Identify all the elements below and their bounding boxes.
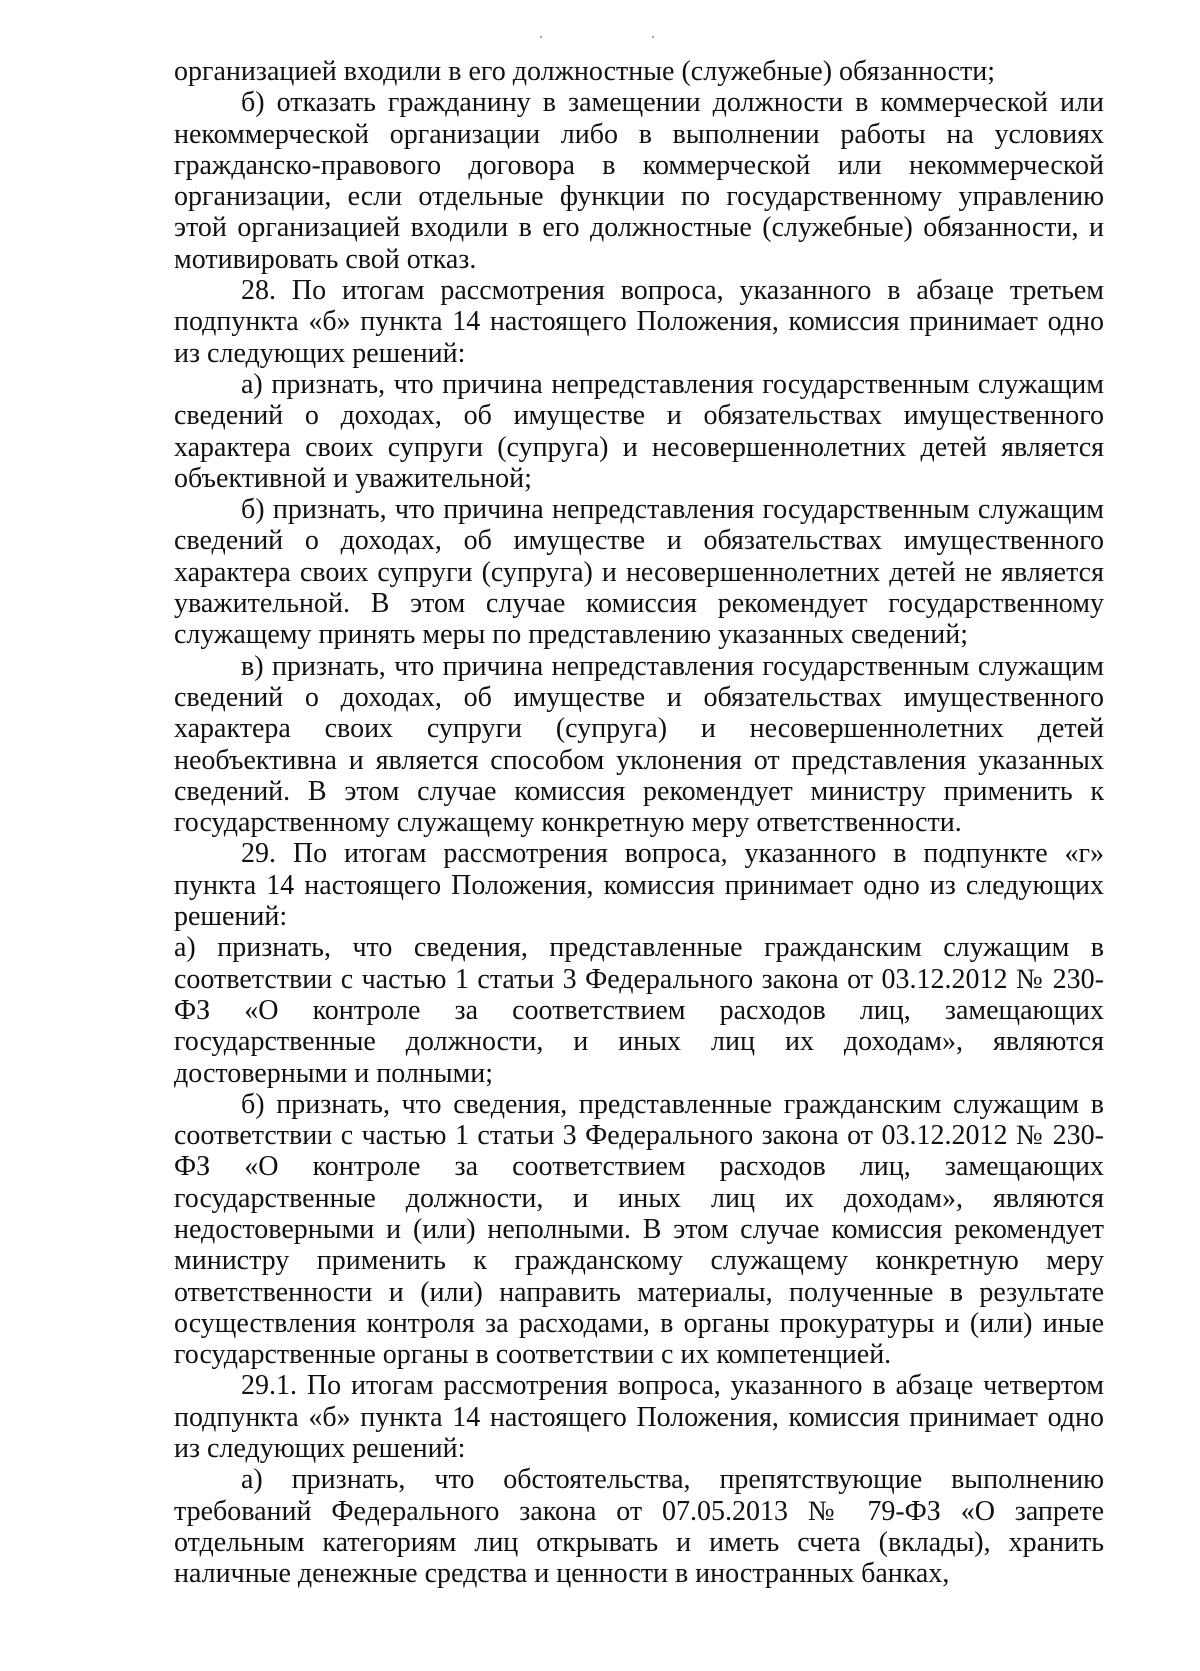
paragraph-28v: в) признать, что причина непредставления государственным служащим сведений о доходах, об имуществе и обязательствах имущественного характера своих супруги (супруга) и несовершеннолетних детей необъективна и является способом уклонения от представления указанных сведений. В этом случае комиссия рекомендует министру применить к государственному служащему конкретную меру ответственности. [174,650,1104,839]
paragraph-28b: б) признать, что причина непредставления государственным служащим сведений о доходах, об имуществе и обязательствах имущественного характера своих супруги (супруга) и несовершеннолетних детей не является уважительной. В этом случае комиссия рекомендует государственному служащему принять меры по представлению указанных сведений; [174,494,1104,651]
paragraph-29a: а) признать, что сведения, представленные гражданским служащим в соответствии с частью 1 статьи 3 Федерального закона от 03.12.2012 № 230-ФЗ «О контроле за соответствием расходов лиц, замещающих государственные должности, и иных лиц их доходам», являются достоверными и полными; [174,932,1104,1089]
paragraph-28: 28. По итогам рассмотрения вопроса, указанного в абзаце третьем подпункта «б» пункта 14 настоящего Положения, комиссия принимает одно из следующих решений: [174,275,1104,369]
paragraph-29: 29. По итогам рассмотрения вопроса, указанного в подпункте «г» пункта 14 настоящего Положения, комиссия принимает одно из следующих решений: [174,838,1104,933]
scan-specks [0,36,1200,40]
paragraph-28a: а) признать, что причина непредставления государственным служащим сведений о доходах, об имуществе и обязательствах имущественного характера своих супруги (супруга) и несовершеннолетних детей является объективной и уважительной; [174,368,1104,494]
paragraph-29-1a: а) признать, что обстоятельства, препятствующие выполнению требований Федерального закона от 07.05.2013 № 79-ФЗ «О запрете отдельным категориям лиц открывать и иметь счета (вклады), хранить наличные денежные средства и ценности в иностранных банках, [174,1464,1104,1590]
paragraph-29-1: 29.1. По итогам рассмотрения вопроса, указанного в абзаце четвертом подпункта «б» пункта 14 настоящего Положения, комиссия принимает одно из следующих решений: [174,1370,1104,1465]
document-page [174,56,1104,1590]
paragraph-continuation: организацией входили в его должностные (служебные) обязанности; [174,56,996,87]
scan-speck [652,36,654,38]
paragraph-27b: б) отказать гражданину в замещении должности в коммерческой или некоммерческой организации либо в выполнении работы на условиях гражданско-правового договора в коммерческой или некоммерческой организации, если отдельные функции по государственному управлению этой организацией входили в его должностные (служебные) обязанности, и мотивировать свой отказ. [174,87,1104,275]
paragraph-29b: б) признать, что сведения, представленные гражданским служащим в соответствии с частью 1 статьи 3 Федерального закона от 03.12.2012 № 230-ФЗ «О контроле за соответствием расходов лиц, замещающих государственные должности, и иных лиц их доходам», являются недостоверными и (или) неполными. В этом случае комиссия рекомендует министру применить к гражданскому служащему конкретную меру ответственности и (или) направить материалы, полученные в результате осуществления контроля за расходами, в органы прокуратуры и (или) иные государственные органы в соответствии с их компетенцией. [174,1088,1104,1371]
scan-speck [540,36,542,38]
